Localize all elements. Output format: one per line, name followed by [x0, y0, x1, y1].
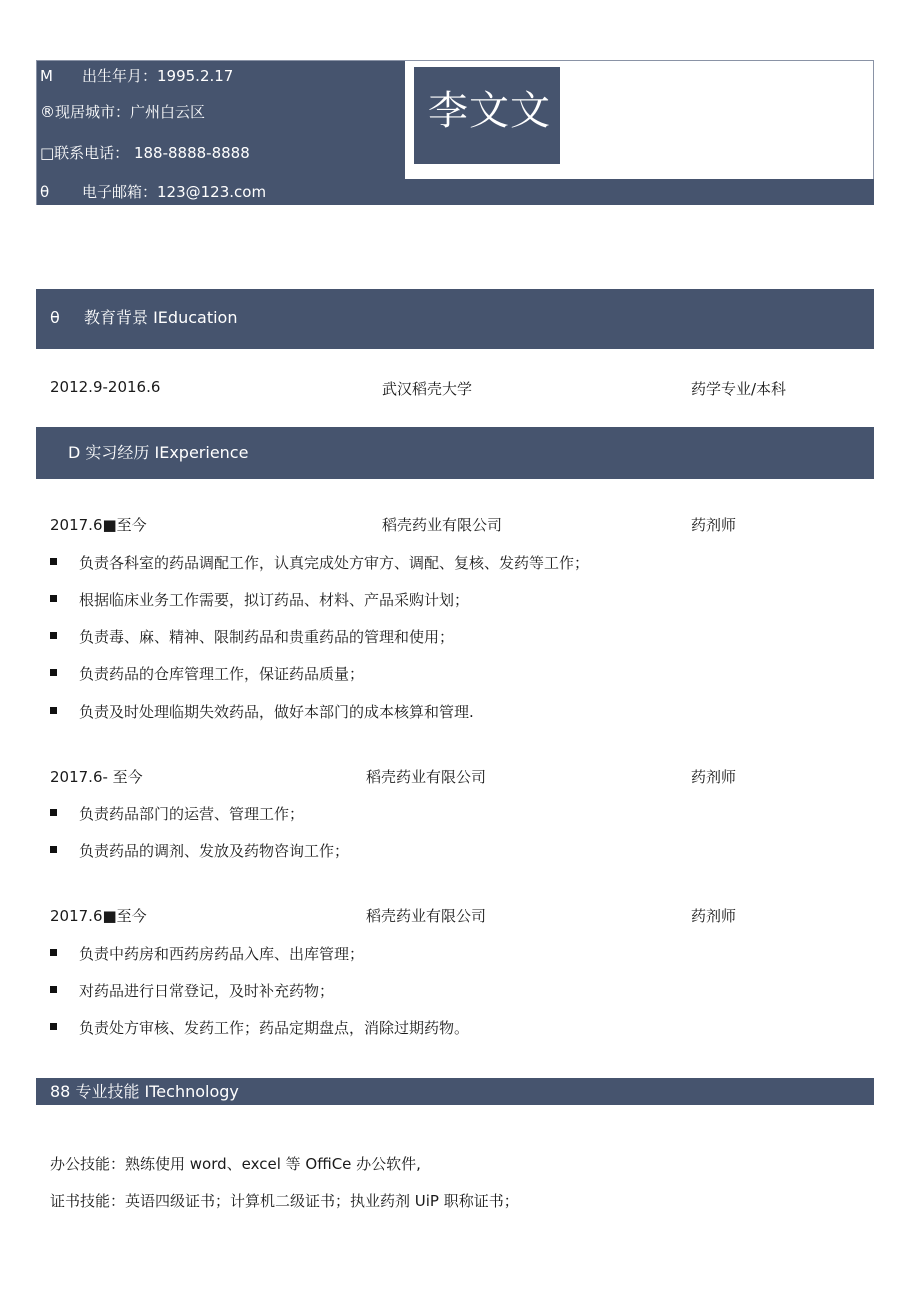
education-section-header — [36, 289, 874, 349]
job-role: 药剂师 — [691, 768, 737, 786]
bullet-square-icon — [50, 669, 57, 676]
duty-text: 负责药品部门的运营、管理工作； — [79, 805, 305, 823]
duty-text: 负责药品的仓库管理工作，保证药品质量； — [79, 665, 365, 683]
bullet-square-icon — [50, 1023, 57, 1030]
duty-item — [50, 552, 589, 573]
certificates: 证书技能：英语四级证书；计算机二级证书；执业药剂 UiP 职称证书； — [50, 1192, 519, 1210]
duty-text: 负责及时处理临期失效药品，做好本部门的成本核算和管理. — [79, 703, 474, 721]
bullet-square-icon — [50, 558, 57, 565]
job-period: 2017.6■至今 — [50, 907, 147, 925]
duty-item — [50, 663, 364, 684]
name-box — [414, 67, 560, 164]
education-icon: θ — [50, 308, 60, 327]
experience-title: D 实习经历 IExperience — [68, 443, 249, 462]
email-address: 电子邮箱：123@123.com — [82, 183, 267, 201]
bullet-square-icon — [50, 809, 57, 816]
education-period: 2012.9-2016.6 — [50, 378, 161, 396]
job-company: 稻壳药业有限公司 — [366, 907, 487, 925]
duty-text: 负责药品的调剂、发放及药物咨询工作； — [79, 842, 350, 860]
bullet-square-icon — [50, 707, 57, 714]
duty-text: 负责处方审核、发药工作；药品定期盘点，消除过期药物。 — [79, 1019, 470, 1037]
duty-item — [50, 589, 469, 610]
duty-item — [50, 980, 334, 1001]
job-period: 2017.6■至今 — [50, 516, 147, 534]
duty-text: 负责中药房和西药房药品入库、出库管理； — [79, 945, 365, 963]
job-company: 稻壳药业有限公司 — [382, 516, 503, 534]
birth-date: 出生年月：1995.2.17 — [82, 67, 234, 85]
bullet-square-icon — [50, 595, 57, 602]
bullet-square-icon — [50, 632, 57, 639]
education-school: 武汉稻壳大学 — [382, 380, 473, 398]
phone-number: □联系电话： 188-8888-8888 — [40, 144, 250, 162]
duty-item — [50, 626, 454, 647]
duty-text: 根据临床业务工作需要，拟订药品、材料、产品采购计划； — [79, 591, 470, 609]
duty-text: 负责毒、麻、精神、限制药品和贵重药品的管理和使用； — [79, 628, 455, 646]
contact-panel — [37, 61, 405, 179]
job-company: 稻壳药业有限公司 — [366, 768, 487, 786]
current-city: ®现居城市：广州白云区 — [40, 103, 206, 121]
duty-item — [50, 803, 304, 824]
experience-section-header — [36, 427, 874, 479]
bullet-square-icon — [50, 846, 57, 853]
email-line — [40, 179, 266, 205]
duty-text: 负责各科室的药品调配工作，认真完成处方审方、调配、复核、发药等工作； — [79, 554, 590, 572]
skills-section-header — [36, 1078, 874, 1105]
bullet-square-icon — [50, 986, 57, 993]
bullet-square-icon — [50, 949, 57, 956]
duty-item — [50, 840, 349, 861]
job-period: 2017.6- 至今 — [50, 768, 143, 786]
candidate-name: 李文文 — [428, 88, 551, 134]
job-role: 药剂师 — [691, 516, 737, 534]
email-strip — [37, 179, 874, 205]
duty-item — [50, 943, 364, 964]
city-line — [40, 97, 205, 127]
job-role: 药剂师 — [691, 907, 737, 925]
education-major: 药学专业/本科 — [691, 380, 787, 398]
duty-text: 对药品进行日常登记，及时补充药物； — [79, 982, 335, 1000]
education-title: 教育背景 IEducation — [84, 308, 238, 327]
duty-item — [50, 701, 474, 722]
duty-item — [50, 1017, 469, 1038]
birth-line — [40, 61, 233, 91]
phone-line — [40, 138, 250, 168]
office-skills: 办公技能：熟练使用 word、excel 等 OffiCe 办公软件, — [50, 1155, 421, 1173]
email-icon: θ — [40, 183, 50, 201]
skills-title: 88 专业技能 ITechnology — [50, 1082, 239, 1101]
calendar-icon: M — [40, 67, 53, 85]
